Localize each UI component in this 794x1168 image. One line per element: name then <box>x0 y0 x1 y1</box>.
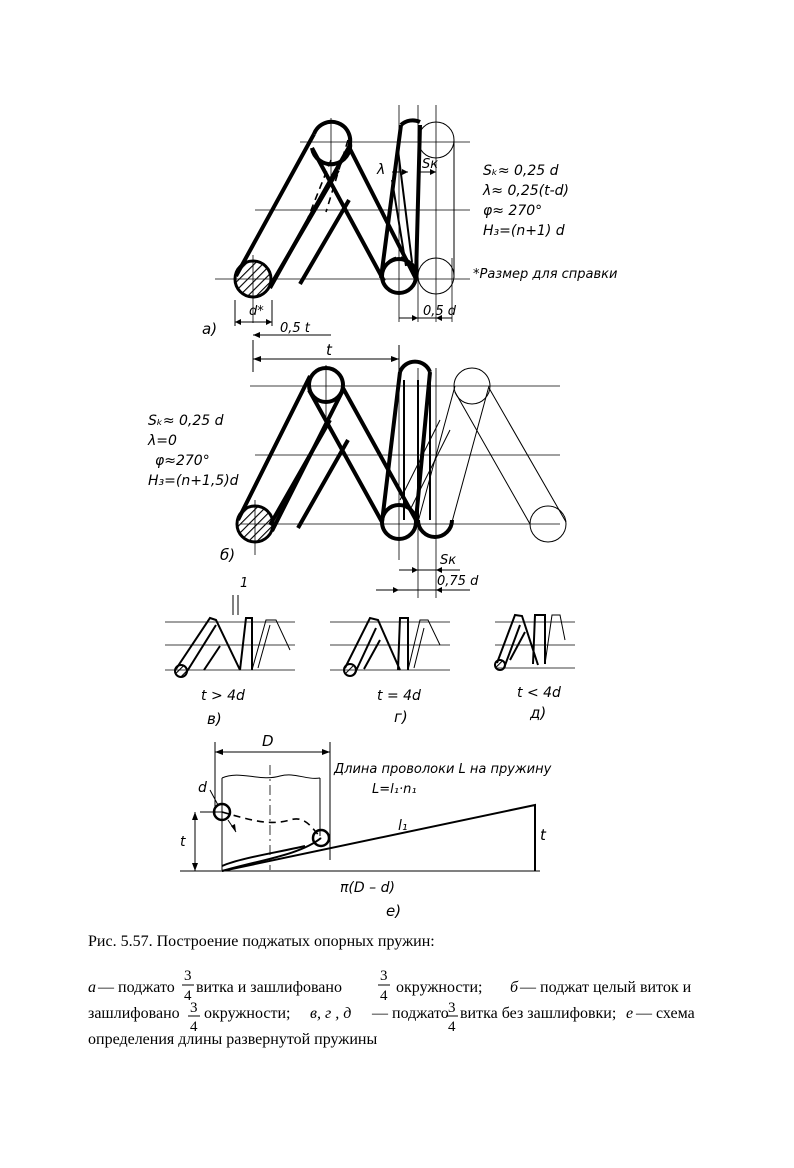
fraction-denominator: 4 <box>380 988 388 1004</box>
caption-line3: определения длины развернутой пружины <box>88 1031 378 1048</box>
fig-e-label-l1: l₁ <box>398 818 408 834</box>
fig-b-tag: б) <box>220 546 236 564</box>
fig-g-caption: t = 4d <box>377 688 421 704</box>
fraction-denominator: 4 <box>448 1019 456 1035</box>
caption-line2-text1: зашлифовано <box>88 1005 180 1022</box>
caption-line1-text2: витка и зашлифовано <box>196 979 342 996</box>
fig-v-tag: в) <box>207 710 222 728</box>
fig-e-label-d: d <box>198 780 207 796</box>
fraction-denominator: 4 <box>190 1019 198 1035</box>
figure-v-drawing <box>165 595 295 677</box>
fig-d-caption: t < 4d <box>517 685 561 701</box>
caption-line1-text1: — поджато <box>98 979 175 996</box>
fraction-three-quarters <box>378 968 390 1004</box>
fig-b-formula-lambda: λ=0 <box>148 433 177 449</box>
fig-b-sk-label: Sк <box>440 553 457 568</box>
fig-a-formula-sk: Sₖ≈ 0,25 d <box>483 163 559 179</box>
fraction-three-quarters <box>182 968 194 1004</box>
fig-v-caption: t > 4d <box>201 688 245 704</box>
fig-g-tag: г) <box>394 708 408 726</box>
fig-e-label-t-right: t <box>540 826 546 844</box>
fig-a-sk-label: Sк <box>422 157 439 172</box>
fig-a-formula-lambda: λ≈ 0,25(t-d) <box>483 183 569 199</box>
fig-a-dim-d: d* <box>249 304 264 319</box>
fig-b-formula-phi: φ≈270° <box>155 453 210 469</box>
fig-a-dim-half-d: 0,5 d <box>423 304 457 319</box>
fig-a-tag: а) <box>202 320 218 338</box>
fig-a-lambda-label: λ <box>377 162 386 178</box>
fig-a-dim-half-t: 0,5 t <box>280 321 310 336</box>
fraction-numerator: 3 <box>190 1000 198 1016</box>
caption-item-b: б <box>510 979 519 996</box>
fraction-numerator: 3 <box>448 1000 456 1016</box>
fig-e-tag: е) <box>386 902 402 920</box>
caption-items-vgd: в, г , д <box>310 1005 352 1022</box>
fig-b-dim-075d: 0,75 d <box>437 574 479 589</box>
caption-line2-text5: — схема <box>636 1005 695 1022</box>
fig-e-label-t-left: t <box>180 834 186 850</box>
fraction-numerator: 3 <box>380 968 388 984</box>
fig-e-title-line1: Длина проволоки L на пружину <box>334 762 552 777</box>
fraction-denominator: 4 <box>184 988 192 1004</box>
fig-a-formula-h: H₃=(n+1) d <box>483 223 565 239</box>
fig-v-dim-one: 1 <box>240 576 249 591</box>
caption-item-e: е <box>626 1005 634 1022</box>
figure-d-drawing <box>495 615 575 670</box>
fig-b-formula-h: H₃=(n+1,5)d <box>148 473 239 489</box>
fig-e-dim-D: D <box>262 732 274 750</box>
fig-b-formula-sk: Sₖ≈ 0,25 d <box>148 413 224 429</box>
caption-item-a: а <box>88 979 96 996</box>
caption-line2-text4: витка без зашлифовки; <box>460 1005 617 1022</box>
caption-line2-text2: окружности; <box>204 1005 291 1022</box>
fig-b-dim-t: t <box>326 341 332 359</box>
figure-b-drawing <box>237 340 566 598</box>
fig-a-note: *Размер для справки <box>473 267 618 282</box>
figure-caption-title: Рис. 5.57. Построение поджатых опорных пружин: <box>88 933 435 950</box>
caption-line2-text3: — поджато <box>372 1005 449 1022</box>
fraction-three-quarters <box>188 1000 200 1035</box>
fraction-numerator: 3 <box>184 968 192 984</box>
fig-a-formula-phi: φ≈ 270° <box>483 203 543 219</box>
caption-line1-text4: — поджат целый виток и <box>520 979 692 996</box>
caption-line1-text3: окружности; <box>396 979 483 996</box>
fig-e-base-label: π(D – d) <box>340 880 395 896</box>
figure-g-drawing <box>330 618 450 676</box>
fig-d-tag: д) <box>530 704 547 722</box>
fig-e-title-line2: L=l₁·n₁ <box>372 782 417 797</box>
